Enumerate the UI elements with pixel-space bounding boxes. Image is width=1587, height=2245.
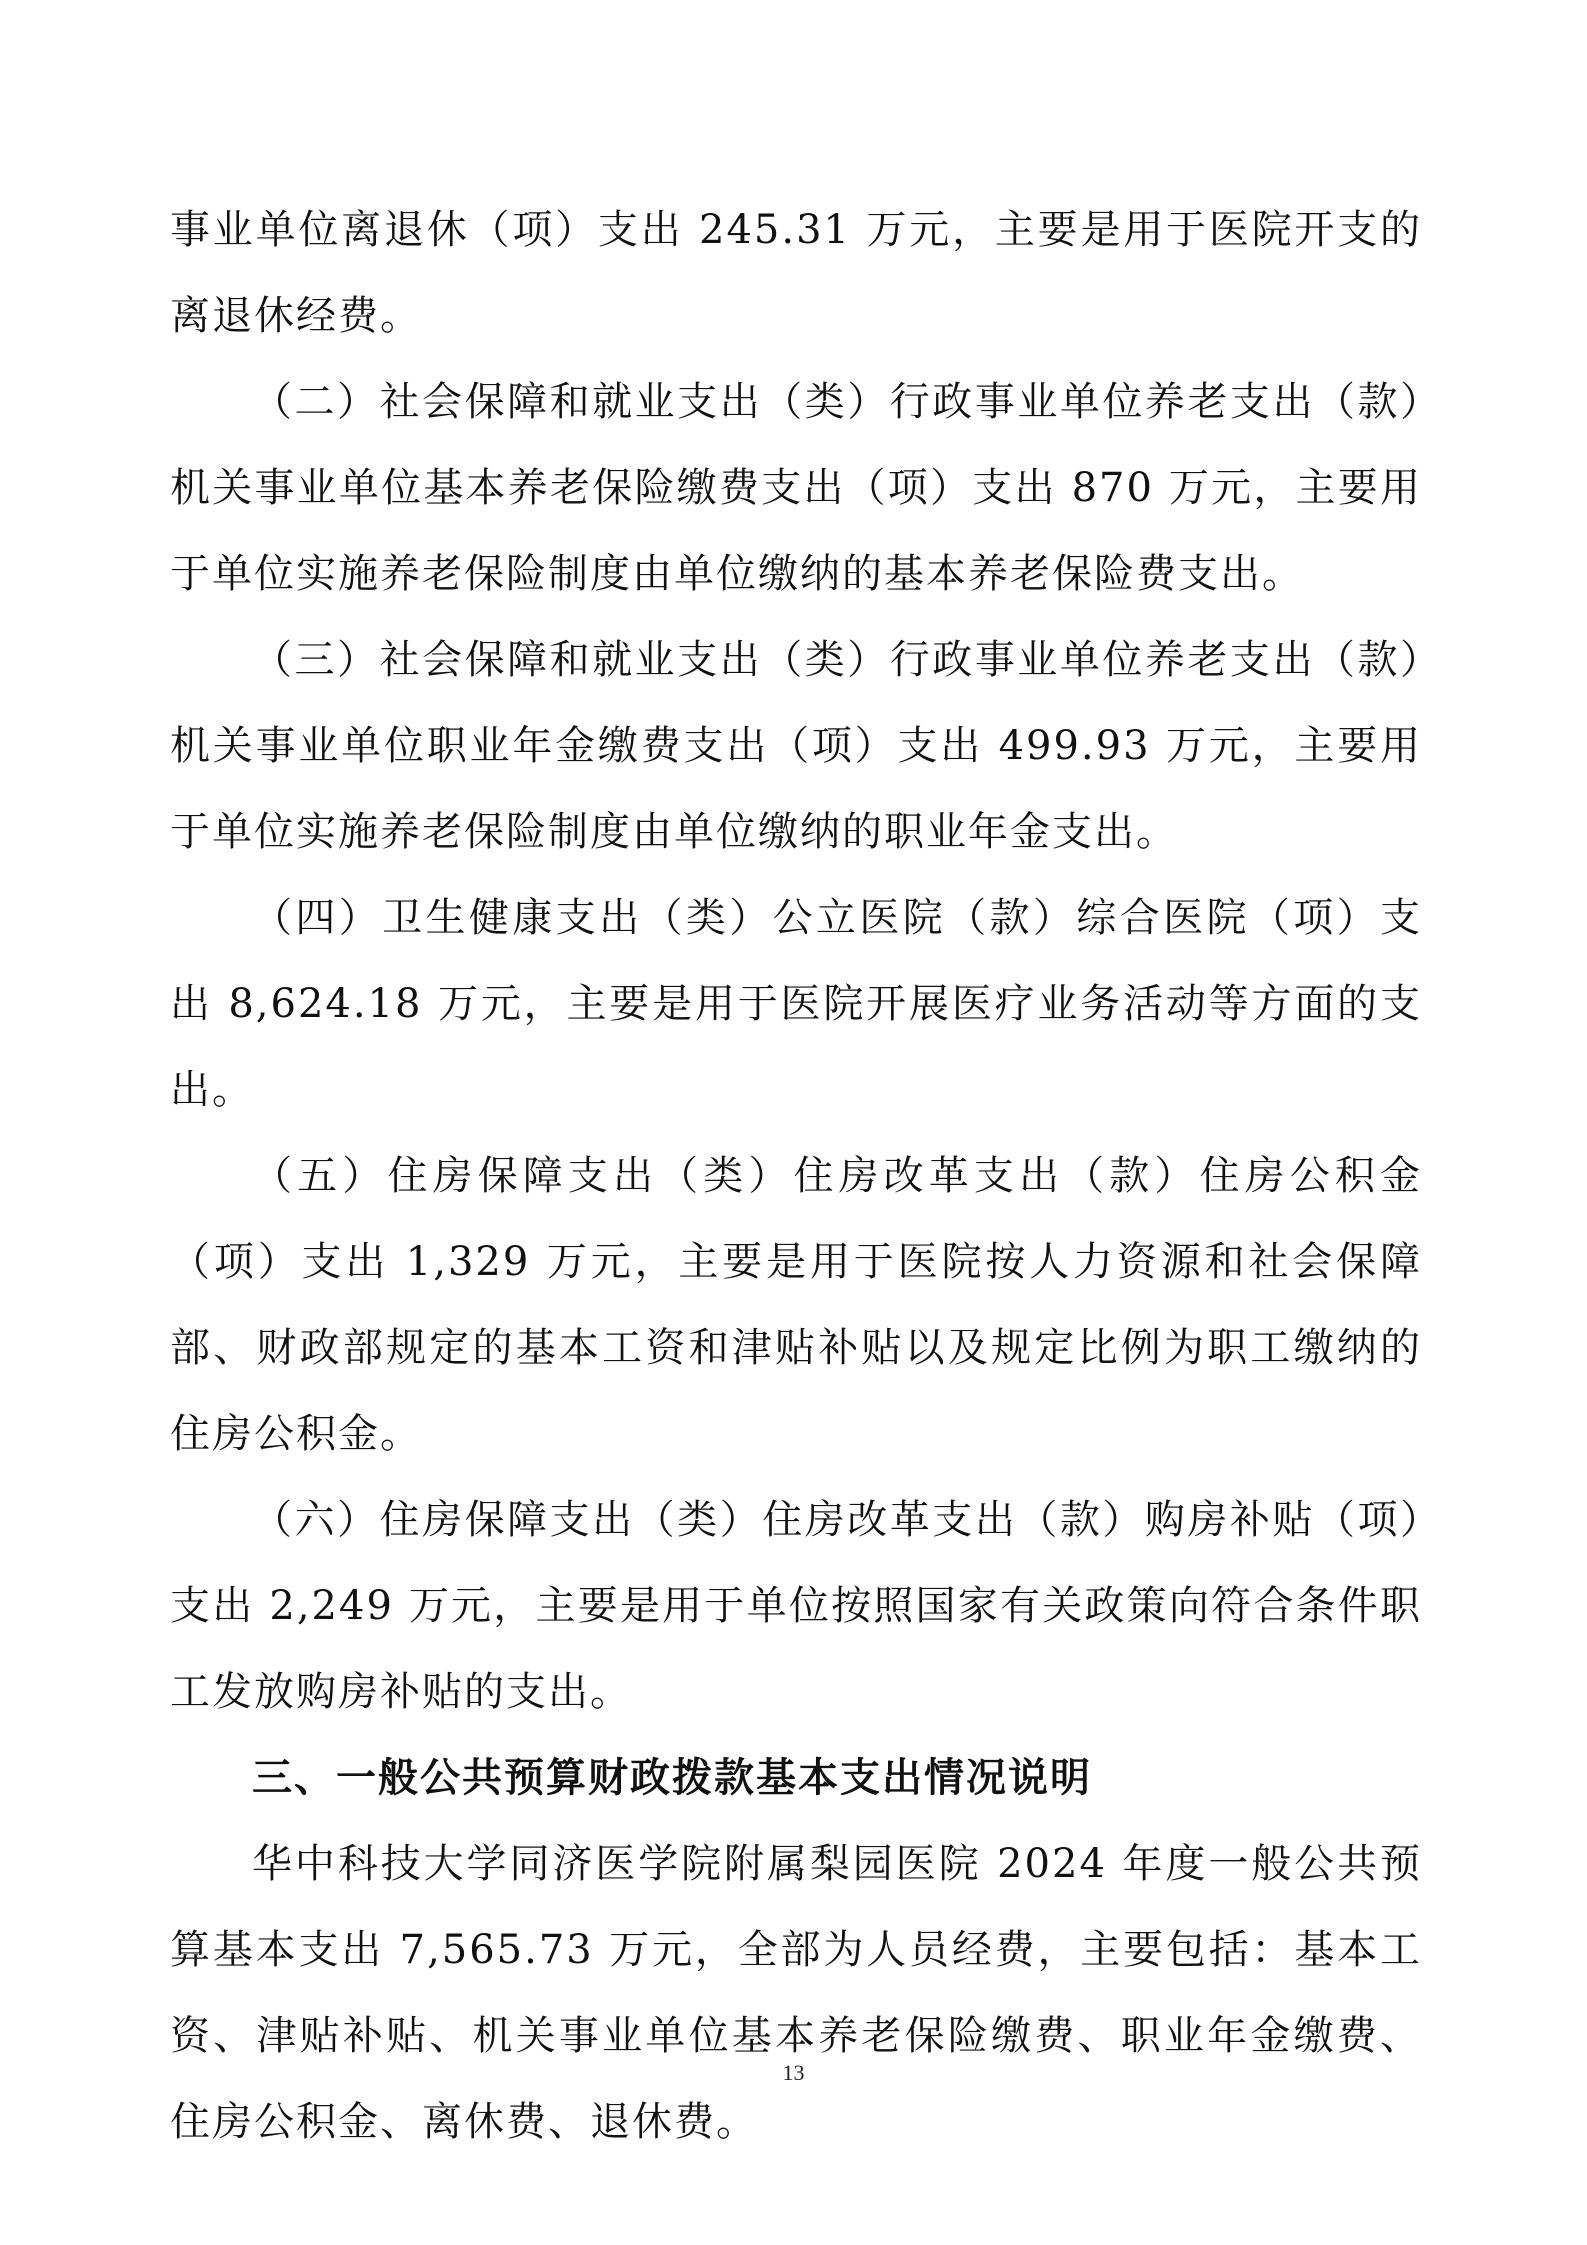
paragraph-occupational-annuity: （三）社会保障和就业支出（类）行政事业单位养老支出（款）机关事业单位职业年金缴费支出（项）支出 499.93 万元，主要用于单位实施养老保险制度由单位缴纳的职业年金支出。 (170, 637, 1422, 855)
paragraph-retirement-continuation: 事业单位离退休（项）支出 245.31 万元，主要是用于医院开支的离退休经费。 (170, 207, 1422, 339)
paragraph-basic-expenditure-summary: 华中科技大学同济医学院附属梨园医院 2024 年度一般公共预算基本支出 7,565.73 万元，全部为人员经费，主要包括：基本工资、津贴补贴、机关事业单位基本养老保险缴费、职业年金缴费、住房公积金、离休费、退休费。 (170, 1841, 1422, 2145)
page-body (170, 187, 1422, 2165)
paragraph-housing-provident-fund: （五）住房保障支出（类）住房改革支出（款）住房公积金（项）支出 1,329 万元，主要是用于医院按人力资源和社会保障部、财政部规定的基本工资和津贴补贴以及规定比例为职工缴纳的住房公积金。 (170, 1153, 1422, 1457)
paragraph-housing-subsidy: （六）住房保障支出（类）住房改革支出（款）购房补贴（项）支出 2,249 万元，主要是用于单位按照国家有关政策向符合条件职工发放购房补贴的支出。 (170, 1497, 1422, 1715)
page-number: 13 (782, 2060, 805, 2085)
paragraph-general-hospital: （四）卫生健康支出（类）公立医院（款）综合医院（项）支出 8,624.18 万元，主要是用于医院开展医疗业务活动等方面的支出。 (170, 895, 1422, 1113)
paragraph-basic-pension-insurance: （二）社会保障和就业支出（类）行政事业单位养老支出（款）机关事业单位基本养老保险缴费支出（项）支出 870 万元，主要用于单位实施养老保险制度由单位缴纳的基本养老保险费支出。 (170, 379, 1422, 597)
section-heading: 三、一般公共预算财政拨款基本支出情况说明 (252, 1755, 1092, 1801)
